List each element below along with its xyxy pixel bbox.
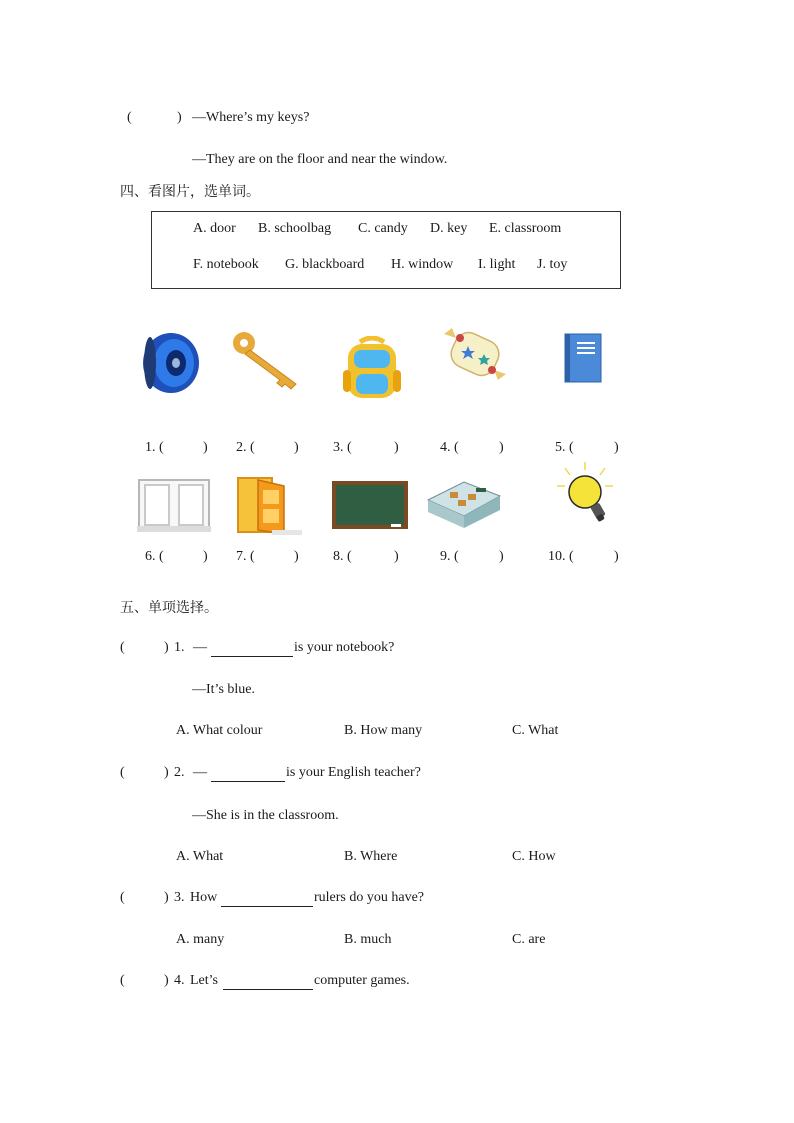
q2-option-b: B. Where (344, 849, 398, 864)
blank-label-1: 1. ( (145, 440, 164, 455)
q2-option-c: C. How (512, 849, 556, 864)
blank-label-7: 7. ( (236, 549, 255, 564)
option-i: I. light (478, 257, 516, 272)
q1-paren-close: ) (164, 640, 169, 655)
door-icon (232, 474, 304, 536)
blank-close-8: ) (394, 549, 399, 564)
option-c: C. candy (358, 221, 408, 236)
dialogue-question: —Where’s my keys? (192, 110, 310, 125)
section-4-title: 四、看图片，选单词。 (120, 184, 260, 200)
blackboard-icon (331, 480, 409, 530)
q1-number: 1. (174, 640, 185, 655)
blank-label-3: 3. ( (333, 440, 352, 455)
blank-close-6: ) (203, 549, 208, 564)
option-e: E. classroom (489, 221, 562, 236)
q1-option-a: A. What colour (176, 723, 263, 738)
option-j: J. toy (537, 257, 568, 272)
q4-paren-close: ) (164, 973, 169, 988)
blank-label-8: 8. ( (333, 549, 352, 564)
blank-label-10: 10. ( (548, 549, 574, 564)
q3-blank[interactable] (221, 890, 313, 907)
schoolbag-icon (340, 336, 404, 402)
q2-pre: — (193, 765, 207, 780)
q1-option-b: B. How many (344, 723, 423, 738)
q3-option-a: A. many (176, 932, 225, 947)
option-a: A. door (193, 221, 236, 236)
key-icon (230, 328, 302, 392)
q4-number: 4. (174, 973, 185, 988)
blank-close-5: ) (614, 440, 619, 455)
q1-pre: — (193, 640, 207, 655)
q2-paren-open: ( (120, 765, 125, 780)
blank-label-4: 4. ( (440, 440, 459, 455)
q4-blank[interactable] (223, 973, 313, 990)
q4-paren-open: ( (120, 973, 125, 988)
q2-paren-close: ) (164, 765, 169, 780)
q3-post: rulers do you have? (314, 890, 425, 905)
q4-pre: Let’s (190, 973, 218, 988)
blank-close-1: ) (203, 440, 208, 455)
q1-paren-open: ( (120, 640, 125, 655)
option-b: B. schoolbag (258, 221, 332, 236)
q3-option-c: C. are (512, 932, 546, 947)
q1-blank[interactable] (211, 640, 293, 657)
blank-label-6: 6. ( (145, 549, 164, 564)
blank-close-9: ) (499, 549, 504, 564)
blank-close-2: ) (294, 440, 299, 455)
option-d: D. key (430, 221, 468, 236)
option-h: H. window (391, 257, 454, 272)
q1-post: is your notebook? (294, 640, 395, 655)
q2-option-a: A. What (176, 849, 224, 864)
q2-number: 2. (174, 765, 185, 780)
q3-number: 3. (174, 890, 185, 905)
q3-pre: How (190, 890, 218, 905)
window-icon (137, 476, 211, 534)
q2-answer: —She is in the classroom. (192, 808, 339, 823)
section-5-title: 五、单项选择。 (120, 600, 218, 616)
yoyo-toy-icon (138, 330, 204, 396)
option-f: F. notebook (193, 257, 259, 272)
blank-label-2: 2. ( (236, 440, 255, 455)
option-g: G. blackboard (285, 257, 365, 272)
q3-option-b: B. much (344, 932, 392, 947)
q4-post: computer games. (314, 973, 410, 988)
blank-label-9: 9. ( (440, 549, 459, 564)
blank-label-5: 5. ( (555, 440, 574, 455)
light-bulb-icon (555, 460, 615, 530)
answer-paren-open: ( (127, 110, 132, 125)
q1-option-c: C. What (512, 723, 559, 738)
q3-paren-open: ( (120, 890, 125, 905)
blank-close-7: ) (294, 549, 299, 564)
blank-close-10: ) (614, 549, 619, 564)
candy-icon (438, 324, 512, 384)
q3-paren-close: ) (164, 890, 169, 905)
q2-blank[interactable] (211, 765, 285, 782)
notebook-icon (563, 332, 603, 384)
answer-paren-close: ) (177, 110, 182, 125)
classroom-icon (424, 470, 504, 530)
blank-close-4: ) (499, 440, 504, 455)
dialogue-answer: —They are on the floor and near the window. (192, 152, 448, 167)
q2-post: is your English teacher? (286, 765, 421, 780)
blank-close-3: ) (394, 440, 399, 455)
q1-answer: —It’s blue. (192, 682, 255, 697)
